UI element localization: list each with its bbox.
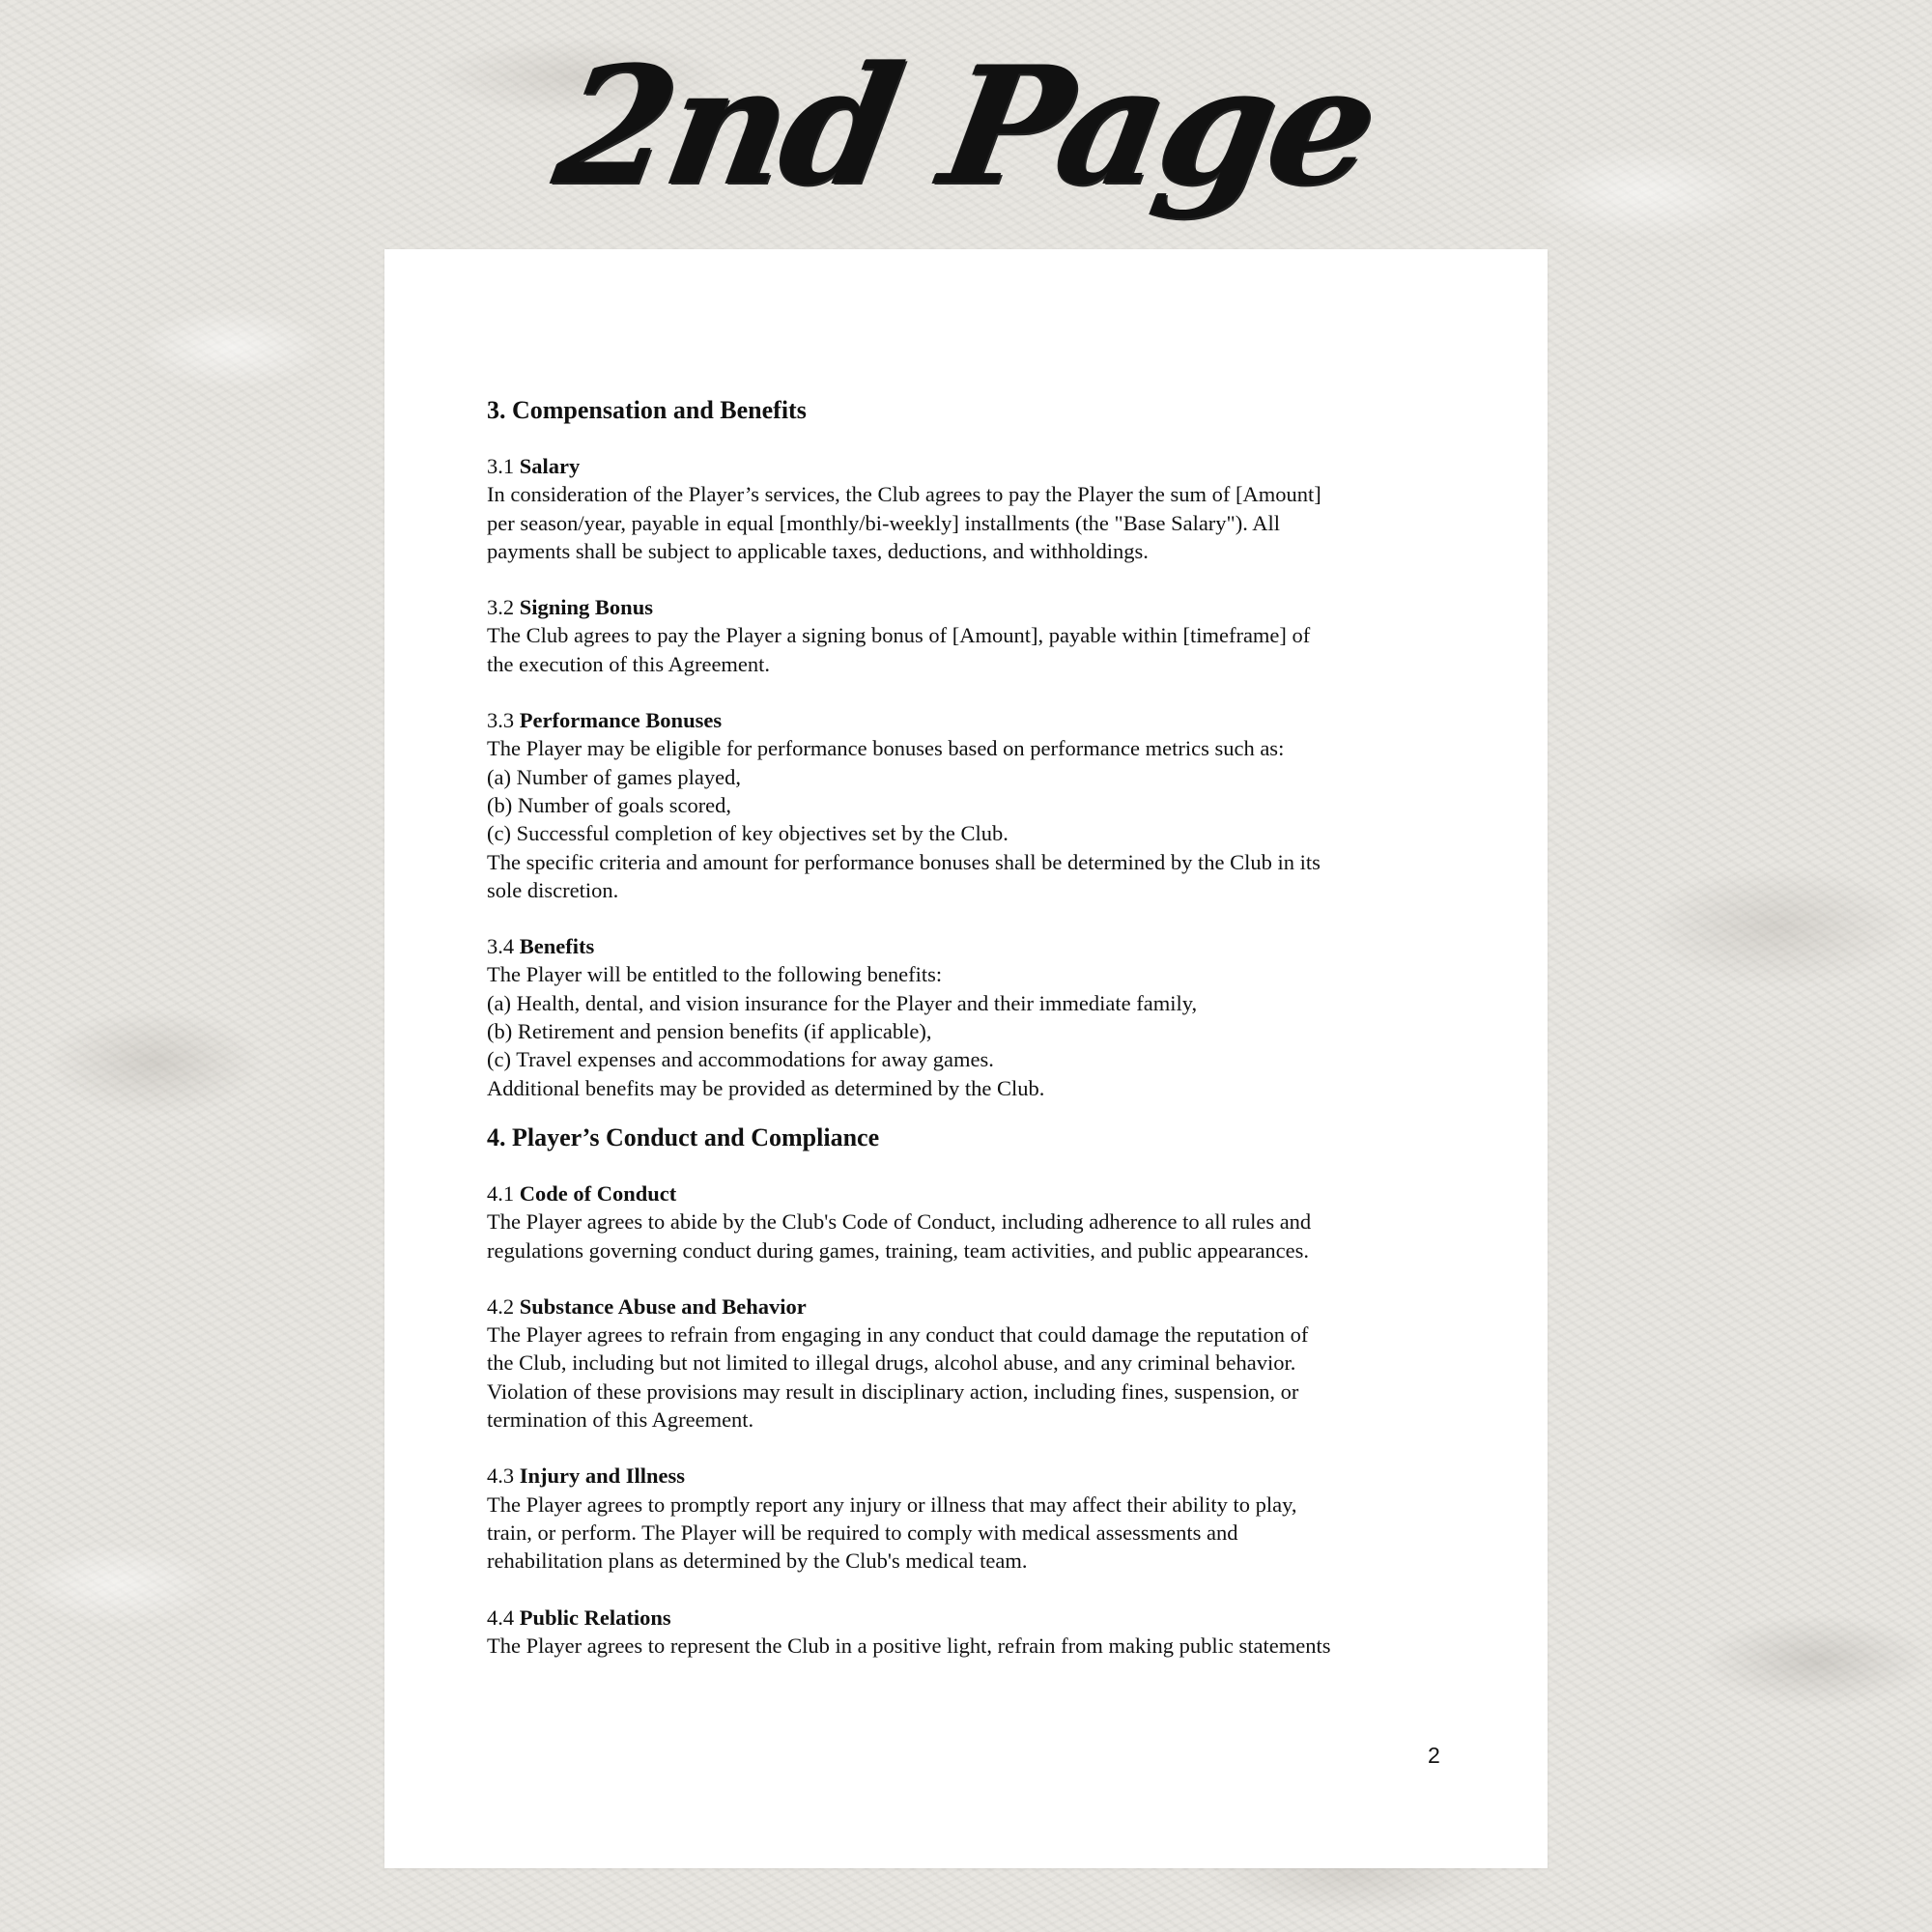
clause-line: (a) Number of games played, xyxy=(487,764,742,789)
clause-line: per season/year, payable in equal [monthly/bi-weekly] installments (the "Base Salary"). All xyxy=(487,510,1280,535)
clause-name: Performance Bonuses xyxy=(519,708,723,733)
clause-line: (c) Travel expenses and accommodations for away games. xyxy=(487,1047,994,1072)
clause-line: The specific criteria and amount for performance bonuses shall be determined by the Club in its xyxy=(487,849,1321,874)
clause-line: In consideration of the Player’s services, the Club agrees to pay the Player the sum of [Amount] xyxy=(487,482,1321,507)
clause-number: 4.4 xyxy=(487,1605,515,1630)
page-number: 2 xyxy=(1428,1743,1440,1768)
clause-name: Public Relations xyxy=(519,1605,671,1630)
clause-title xyxy=(487,1604,1453,1632)
section-heading-conduct: 4. Player’s Conduct and Compliance xyxy=(487,1122,880,1151)
clause-number: 4.2 xyxy=(487,1293,515,1319)
clause-number: 3.2 xyxy=(487,595,515,620)
clause-name: Salary xyxy=(519,454,581,478)
clause-public-relations xyxy=(487,1604,1453,1661)
clause-name: Injury and Illness xyxy=(519,1463,686,1489)
clause-line: regulations governing conduct during games, training, team activities, and public appearances. xyxy=(487,1237,1309,1263)
clause-line: The Player agrees to represent the Club in a positive light, refrain from making public statements xyxy=(487,1633,1331,1658)
document-body xyxy=(487,394,1453,1660)
clause-line: the Club, including but not limited to illegal drugs, alcohol abuse, and any criminal behavior. xyxy=(487,1350,1296,1376)
clause-line: The Player agrees to abide by the Club's Code of Conduct, including adherence to all rules and xyxy=(487,1209,1312,1235)
clause-number: 3.1 xyxy=(487,454,515,478)
clause-line: (a) Health, dental, and vision insurance for the Player and their immediate family, xyxy=(487,990,1198,1015)
clause-line: The Player agrees to refrain from engaging in any conduct that could damage the reputation of xyxy=(487,1322,1309,1348)
clause-title xyxy=(487,1293,1453,1321)
clause-line: (b) Number of goals scored, xyxy=(487,792,732,817)
clause-number: 4.3 xyxy=(487,1463,515,1489)
clause-signing-bonus xyxy=(487,593,1453,678)
clause-line: The Player agrees to promptly report any injury or illness that may affect their ability to play, xyxy=(487,1492,1297,1517)
clause-injury-illness xyxy=(487,1462,1453,1575)
clause-title xyxy=(487,593,1453,621)
clause-line: The Club agrees to pay the Player a signing bonus of [Amount], payable within [timeframe] of xyxy=(487,623,1311,648)
clause-line: Violation of these provisions may result in disciplinary action, including fines, suspension, or xyxy=(487,1378,1299,1404)
clause-line: (c) Successful completion of key objectives set by the Club. xyxy=(487,821,1009,846)
clause-name: Benefits xyxy=(519,934,595,959)
clause-line: sole discretion. xyxy=(487,877,619,902)
clause-performance-bonuses xyxy=(487,706,1453,904)
clause-name: Code of Conduct xyxy=(519,1180,677,1206)
banner-title: 2nd Page xyxy=(544,30,1388,221)
clause-number: 3.3 xyxy=(487,708,515,733)
section-heading-compensation: 3. Compensation and Benefits xyxy=(487,396,807,424)
clause-line: payments shall be subject to applicable taxes, deductions, and withholdings. xyxy=(487,538,1149,563)
clause-line: (b) Retirement and pension benefits (if applicable), xyxy=(487,1019,932,1044)
clause-title xyxy=(487,452,1453,480)
clause-line: Additional benefits may be provided as determined by the Club. xyxy=(487,1075,1045,1100)
document-page xyxy=(384,249,1548,1868)
clause-line: termination of this Agreement. xyxy=(487,1407,754,1433)
clause-line: The Player may be eligible for performance bonuses based on performance metrics such as: xyxy=(487,736,1285,761)
clause-title xyxy=(487,1179,1453,1208)
clause-salary xyxy=(487,452,1453,565)
clause-number: 4.1 xyxy=(487,1180,515,1206)
clause-name: Signing Bonus xyxy=(519,595,653,620)
clause-title xyxy=(487,932,1453,960)
clause-substance-abuse xyxy=(487,1293,1453,1434)
clause-code-of-conduct xyxy=(487,1179,1453,1264)
clause-title xyxy=(487,1462,1453,1490)
clause-number: 3.4 xyxy=(487,934,515,959)
clause-name: Substance Abuse and Behavior xyxy=(519,1293,807,1319)
clause-benefits xyxy=(487,932,1453,1102)
clause-line: the execution of this Agreement. xyxy=(487,651,771,676)
clause-title xyxy=(487,706,1453,734)
clause-line: The Player will be entitled to the following benefits: xyxy=(487,962,943,987)
clause-line: rehabilitation plans as determined by the Club's medical team. xyxy=(487,1548,1028,1574)
clause-line: train, or perform. The Player will be required to comply with medical assessments and xyxy=(487,1520,1238,1545)
